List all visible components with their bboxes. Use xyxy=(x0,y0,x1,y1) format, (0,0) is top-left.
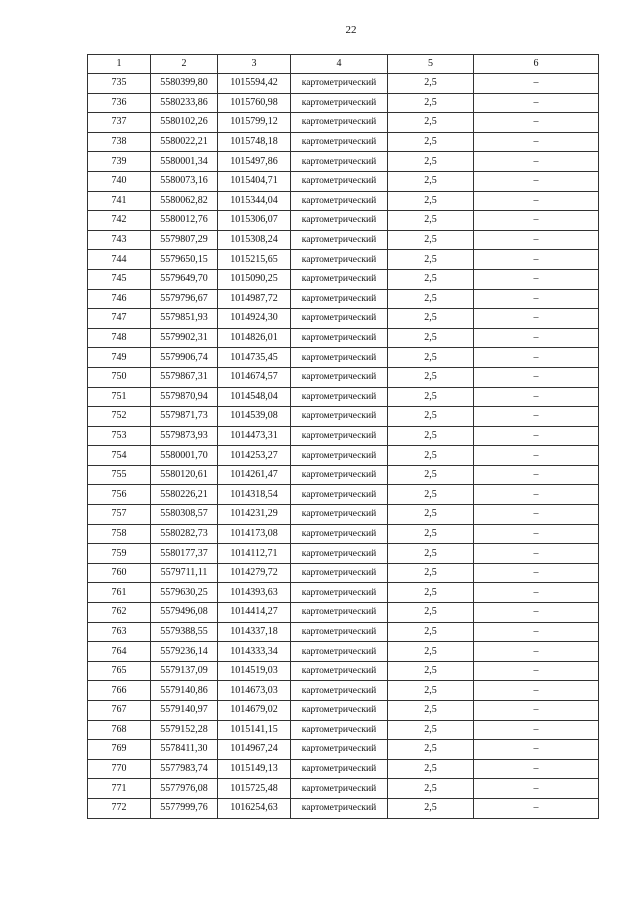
point-number-cell: 739 xyxy=(88,152,151,172)
x-coordinate-cell: 5579496,08 xyxy=(151,603,218,623)
description-cell: – xyxy=(474,328,599,348)
x-coordinate-cell: 5579873,93 xyxy=(151,426,218,446)
description-cell: – xyxy=(474,485,599,505)
method-cell: картометрический xyxy=(291,701,388,721)
accuracy-cell: 2,5 xyxy=(388,426,474,446)
x-coordinate-cell: 5579711,11 xyxy=(151,563,218,583)
method-cell: картометрический xyxy=(291,465,388,485)
accuracy-cell: 2,5 xyxy=(388,563,474,583)
accuracy-cell: 2,5 xyxy=(388,505,474,525)
x-coordinate-cell: 5580102,26 xyxy=(151,113,218,133)
table-row xyxy=(88,230,599,250)
point-number-cell: 748 xyxy=(88,328,151,348)
point-number-cell: 767 xyxy=(88,701,151,721)
description-cell: – xyxy=(474,113,599,133)
y-coordinate-cell: 1014826,01 xyxy=(218,328,291,348)
accuracy-cell: 2,5 xyxy=(388,367,474,387)
accuracy-cell: 2,5 xyxy=(388,387,474,407)
page-number: 22 xyxy=(345,24,357,36)
accuracy-cell: 2,5 xyxy=(388,642,474,662)
description-cell: – xyxy=(474,171,599,191)
table-row xyxy=(88,132,599,152)
x-coordinate-cell: 5579650,15 xyxy=(151,250,218,270)
y-coordinate-cell: 1014173,08 xyxy=(218,524,291,544)
method-cell: картометрический xyxy=(291,759,388,779)
accuracy-cell: 2,5 xyxy=(388,720,474,740)
point-number-cell: 770 xyxy=(88,759,151,779)
x-coordinate-cell: 5579906,74 xyxy=(151,348,218,368)
point-number-cell: 763 xyxy=(88,622,151,642)
point-number-cell: 745 xyxy=(88,269,151,289)
description-cell: – xyxy=(474,387,599,407)
table-header xyxy=(88,55,599,74)
point-number-cell: 771 xyxy=(88,779,151,799)
table-row xyxy=(88,74,599,94)
x-coordinate-cell: 5579807,29 xyxy=(151,230,218,250)
x-coordinate-cell: 5579236,14 xyxy=(151,642,218,662)
method-cell: картометрический xyxy=(291,93,388,113)
description-cell: – xyxy=(474,740,599,760)
table-row xyxy=(88,603,599,623)
point-number-cell: 755 xyxy=(88,465,151,485)
table-row xyxy=(88,446,599,466)
method-cell: картометрический xyxy=(291,544,388,564)
method-cell: картометрический xyxy=(291,563,388,583)
description-cell: – xyxy=(474,505,599,525)
method-cell: картометрический xyxy=(291,740,388,760)
method-cell: картометрический xyxy=(291,152,388,172)
description-cell: – xyxy=(474,250,599,270)
x-coordinate-cell: 5580399,80 xyxy=(151,74,218,94)
y-coordinate-cell: 1015090,25 xyxy=(218,269,291,289)
point-number-cell: 762 xyxy=(88,603,151,623)
description-cell: – xyxy=(474,132,599,152)
method-cell: картометрический xyxy=(291,798,388,818)
point-number-cell: 742 xyxy=(88,211,151,231)
table-row xyxy=(88,583,599,603)
method-cell: картометрический xyxy=(291,113,388,133)
description-cell: – xyxy=(474,701,599,721)
table-row xyxy=(88,348,599,368)
y-coordinate-cell: 1014519,03 xyxy=(218,661,291,681)
table-row xyxy=(88,93,599,113)
accuracy-cell: 2,5 xyxy=(388,798,474,818)
method-cell: картометрический xyxy=(291,446,388,466)
description-cell: – xyxy=(474,74,599,94)
x-coordinate-cell: 5579137,09 xyxy=(151,661,218,681)
description-cell: – xyxy=(474,289,599,309)
table-row xyxy=(88,485,599,505)
accuracy-cell: 2,5 xyxy=(388,740,474,760)
point-number-cell: 746 xyxy=(88,289,151,309)
y-coordinate-cell: 1014967,24 xyxy=(218,740,291,760)
x-coordinate-cell: 5580308,57 xyxy=(151,505,218,525)
header-col-5: 5 xyxy=(388,55,474,74)
accuracy-cell: 2,5 xyxy=(388,681,474,701)
header-col-2: 2 xyxy=(151,55,218,74)
method-cell: картометрический xyxy=(291,250,388,270)
x-coordinate-cell: 5579140,97 xyxy=(151,701,218,721)
x-coordinate-cell: 5579902,31 xyxy=(151,328,218,348)
x-coordinate-cell: 5580177,37 xyxy=(151,544,218,564)
point-number-cell: 744 xyxy=(88,250,151,270)
description-cell: – xyxy=(474,211,599,231)
point-number-cell: 764 xyxy=(88,642,151,662)
point-number-cell: 765 xyxy=(88,661,151,681)
y-coordinate-cell: 1014539,08 xyxy=(218,407,291,427)
accuracy-cell: 2,5 xyxy=(388,309,474,329)
description-cell: – xyxy=(474,230,599,250)
y-coordinate-cell: 1014924,30 xyxy=(218,309,291,329)
table-body xyxy=(88,74,599,819)
point-number-cell: 758 xyxy=(88,524,151,544)
accuracy-cell: 2,5 xyxy=(388,152,474,172)
method-cell: картометрический xyxy=(291,661,388,681)
y-coordinate-cell: 1014318,54 xyxy=(218,485,291,505)
description-cell: – xyxy=(474,798,599,818)
y-coordinate-cell: 1014337,18 xyxy=(218,622,291,642)
description-cell: – xyxy=(474,622,599,642)
description-cell: – xyxy=(474,544,599,564)
x-coordinate-cell: 5580120,61 xyxy=(151,465,218,485)
x-coordinate-cell: 5577983,74 xyxy=(151,759,218,779)
y-coordinate-cell: 1016254,63 xyxy=(218,798,291,818)
accuracy-cell: 2,5 xyxy=(388,132,474,152)
accuracy-cell: 2,5 xyxy=(388,211,474,231)
point-number-cell: 756 xyxy=(88,485,151,505)
x-coordinate-cell: 5577976,08 xyxy=(151,779,218,799)
method-cell: картометрический xyxy=(291,485,388,505)
table-row xyxy=(88,426,599,446)
description-cell: – xyxy=(474,426,599,446)
method-cell: картометрический xyxy=(291,171,388,191)
accuracy-cell: 2,5 xyxy=(388,544,474,564)
header-col-4: 4 xyxy=(291,55,388,74)
y-coordinate-cell: 1014679,02 xyxy=(218,701,291,721)
x-coordinate-cell: 5580001,34 xyxy=(151,152,218,172)
point-number-cell: 737 xyxy=(88,113,151,133)
header-col-6: 6 xyxy=(474,55,599,74)
description-cell: – xyxy=(474,367,599,387)
accuracy-cell: 2,5 xyxy=(388,603,474,623)
description-cell: – xyxy=(474,93,599,113)
table-row xyxy=(88,269,599,289)
coordinates-table xyxy=(87,54,599,819)
description-cell: – xyxy=(474,348,599,368)
point-number-cell: 766 xyxy=(88,681,151,701)
description-cell: – xyxy=(474,779,599,799)
header-col-1: 1 xyxy=(88,55,151,74)
accuracy-cell: 2,5 xyxy=(388,661,474,681)
accuracy-cell: 2,5 xyxy=(388,759,474,779)
table-row xyxy=(88,113,599,133)
x-coordinate-cell: 5580062,82 xyxy=(151,191,218,211)
table-row xyxy=(88,544,599,564)
method-cell: картометрический xyxy=(291,426,388,446)
y-coordinate-cell: 1015404,71 xyxy=(218,171,291,191)
method-cell: картометрический xyxy=(291,642,388,662)
table-row xyxy=(88,622,599,642)
y-coordinate-cell: 1014414,27 xyxy=(218,603,291,623)
point-number-cell: 753 xyxy=(88,426,151,446)
table-row xyxy=(88,524,599,544)
table-row xyxy=(88,505,599,525)
x-coordinate-cell: 5580073,16 xyxy=(151,171,218,191)
y-coordinate-cell: 1014253,27 xyxy=(218,446,291,466)
table-row xyxy=(88,798,599,818)
table-row xyxy=(88,387,599,407)
x-coordinate-cell: 5580012,76 xyxy=(151,211,218,231)
point-number-cell: 750 xyxy=(88,367,151,387)
method-cell: картометрический xyxy=(291,583,388,603)
x-coordinate-cell: 5580233,86 xyxy=(151,93,218,113)
accuracy-cell: 2,5 xyxy=(388,269,474,289)
table-row xyxy=(88,740,599,760)
accuracy-cell: 2,5 xyxy=(388,524,474,544)
point-number-cell: 769 xyxy=(88,740,151,760)
y-coordinate-cell: 1015594,42 xyxy=(218,74,291,94)
accuracy-cell: 2,5 xyxy=(388,328,474,348)
method-cell: картометрический xyxy=(291,367,388,387)
method-cell: картометрический xyxy=(291,681,388,701)
x-coordinate-cell: 5579870,94 xyxy=(151,387,218,407)
table-row xyxy=(88,191,599,211)
accuracy-cell: 2,5 xyxy=(388,348,474,368)
x-coordinate-cell: 5579871,73 xyxy=(151,407,218,427)
description-cell: – xyxy=(474,681,599,701)
x-coordinate-cell: 5579140,86 xyxy=(151,681,218,701)
point-number-cell: 749 xyxy=(88,348,151,368)
accuracy-cell: 2,5 xyxy=(388,779,474,799)
method-cell: картометрический xyxy=(291,720,388,740)
description-cell: – xyxy=(474,661,599,681)
table-row xyxy=(88,642,599,662)
y-coordinate-cell: 1014279,72 xyxy=(218,563,291,583)
description-cell: – xyxy=(474,524,599,544)
accuracy-cell: 2,5 xyxy=(388,583,474,603)
y-coordinate-cell: 1014674,57 xyxy=(218,367,291,387)
accuracy-cell: 2,5 xyxy=(388,113,474,133)
x-coordinate-cell: 5580001,70 xyxy=(151,446,218,466)
table-row xyxy=(88,661,599,681)
method-cell: картометрический xyxy=(291,779,388,799)
point-number-cell: 736 xyxy=(88,93,151,113)
method-cell: картометрический xyxy=(291,407,388,427)
method-cell: картометрический xyxy=(291,230,388,250)
y-coordinate-cell: 1015141,15 xyxy=(218,720,291,740)
method-cell: картометрический xyxy=(291,289,388,309)
x-coordinate-cell: 5579630,25 xyxy=(151,583,218,603)
accuracy-cell: 2,5 xyxy=(388,465,474,485)
x-coordinate-cell: 5580022,21 xyxy=(151,132,218,152)
y-coordinate-cell: 1014112,71 xyxy=(218,544,291,564)
description-cell: – xyxy=(474,642,599,662)
table-row xyxy=(88,152,599,172)
y-coordinate-cell: 1014333,34 xyxy=(218,642,291,662)
description-cell: – xyxy=(474,446,599,466)
table-row xyxy=(88,681,599,701)
accuracy-cell: 2,5 xyxy=(388,230,474,250)
point-number-cell: 752 xyxy=(88,407,151,427)
y-coordinate-cell: 1015215,65 xyxy=(218,250,291,270)
x-coordinate-cell: 5579851,93 xyxy=(151,309,218,329)
y-coordinate-cell: 1014673,03 xyxy=(218,681,291,701)
x-coordinate-cell: 5579796,67 xyxy=(151,289,218,309)
description-cell: – xyxy=(474,563,599,583)
y-coordinate-cell: 1015308,24 xyxy=(218,230,291,250)
x-coordinate-cell: 5579867,31 xyxy=(151,367,218,387)
point-number-cell: 761 xyxy=(88,583,151,603)
point-number-cell: 738 xyxy=(88,132,151,152)
method-cell: картометрический xyxy=(291,132,388,152)
x-coordinate-cell: 5580282,73 xyxy=(151,524,218,544)
y-coordinate-cell: 1015497,86 xyxy=(218,152,291,172)
accuracy-cell: 2,5 xyxy=(388,446,474,466)
y-coordinate-cell: 1015725,48 xyxy=(218,779,291,799)
y-coordinate-cell: 1015760,98 xyxy=(218,93,291,113)
method-cell: картометрический xyxy=(291,269,388,289)
y-coordinate-cell: 1014393,63 xyxy=(218,583,291,603)
method-cell: картометрический xyxy=(291,74,388,94)
accuracy-cell: 2,5 xyxy=(388,191,474,211)
y-coordinate-cell: 1014261,47 xyxy=(218,465,291,485)
y-coordinate-cell: 1015748,18 xyxy=(218,132,291,152)
description-cell: – xyxy=(474,191,599,211)
y-coordinate-cell: 1015344,04 xyxy=(218,191,291,211)
point-number-cell: 740 xyxy=(88,171,151,191)
y-coordinate-cell: 1015799,12 xyxy=(218,113,291,133)
description-cell: – xyxy=(474,759,599,779)
x-coordinate-cell: 5579152,28 xyxy=(151,720,218,740)
accuracy-cell: 2,5 xyxy=(388,93,474,113)
description-cell: – xyxy=(474,407,599,427)
table-row xyxy=(88,250,599,270)
y-coordinate-cell: 1014987,72 xyxy=(218,289,291,309)
method-cell: картометрический xyxy=(291,211,388,231)
point-number-cell: 759 xyxy=(88,544,151,564)
x-coordinate-cell: 5577999,76 xyxy=(151,798,218,818)
table-row xyxy=(88,289,599,309)
method-cell: картометрический xyxy=(291,309,388,329)
point-number-cell: 751 xyxy=(88,387,151,407)
header-col-3: 3 xyxy=(218,55,291,74)
description-cell: – xyxy=(474,465,599,485)
accuracy-cell: 2,5 xyxy=(388,701,474,721)
table-row xyxy=(88,465,599,485)
method-cell: картометрический xyxy=(291,622,388,642)
method-cell: картометрический xyxy=(291,505,388,525)
point-number-cell: 735 xyxy=(88,74,151,94)
description-cell: – xyxy=(474,269,599,289)
description-cell: – xyxy=(474,583,599,603)
table-row xyxy=(88,407,599,427)
table-row xyxy=(88,701,599,721)
description-cell: – xyxy=(474,603,599,623)
table-row xyxy=(88,309,599,329)
accuracy-cell: 2,5 xyxy=(388,289,474,309)
x-coordinate-cell: 5580226,21 xyxy=(151,485,218,505)
x-coordinate-cell: 5578411,30 xyxy=(151,740,218,760)
description-cell: – xyxy=(474,309,599,329)
method-cell: картометрический xyxy=(291,348,388,368)
point-number-cell: 747 xyxy=(88,309,151,329)
method-cell: картометрический xyxy=(291,603,388,623)
accuracy-cell: 2,5 xyxy=(388,622,474,642)
point-number-cell: 760 xyxy=(88,563,151,583)
method-cell: картометрический xyxy=(291,524,388,544)
table-row xyxy=(88,211,599,231)
y-coordinate-cell: 1015149,13 xyxy=(218,759,291,779)
accuracy-cell: 2,5 xyxy=(388,485,474,505)
method-cell: картометрический xyxy=(291,387,388,407)
table-row xyxy=(88,759,599,779)
y-coordinate-cell: 1014548,04 xyxy=(218,387,291,407)
description-cell: – xyxy=(474,152,599,172)
point-number-cell: 741 xyxy=(88,191,151,211)
table-row xyxy=(88,367,599,387)
y-coordinate-cell: 1014231,29 xyxy=(218,505,291,525)
table-row xyxy=(88,171,599,191)
point-number-cell: 757 xyxy=(88,505,151,525)
table-row xyxy=(88,328,599,348)
table-row xyxy=(88,779,599,799)
accuracy-cell: 2,5 xyxy=(388,250,474,270)
header-row xyxy=(88,55,599,74)
point-number-cell: 754 xyxy=(88,446,151,466)
table-row xyxy=(88,720,599,740)
accuracy-cell: 2,5 xyxy=(388,74,474,94)
point-number-cell: 768 xyxy=(88,720,151,740)
table-row xyxy=(88,563,599,583)
y-coordinate-cell: 1015306,07 xyxy=(218,211,291,231)
point-number-cell: 743 xyxy=(88,230,151,250)
method-cell: картометрический xyxy=(291,328,388,348)
y-coordinate-cell: 1014735,45 xyxy=(218,348,291,368)
description-cell: – xyxy=(474,720,599,740)
point-number-cell: 772 xyxy=(88,798,151,818)
x-coordinate-cell: 5579388,55 xyxy=(151,622,218,642)
method-cell: картометрический xyxy=(291,191,388,211)
x-coordinate-cell: 5579649,70 xyxy=(151,269,218,289)
y-coordinate-cell: 1014473,31 xyxy=(218,426,291,446)
accuracy-cell: 2,5 xyxy=(388,171,474,191)
accuracy-cell: 2,5 xyxy=(388,407,474,427)
